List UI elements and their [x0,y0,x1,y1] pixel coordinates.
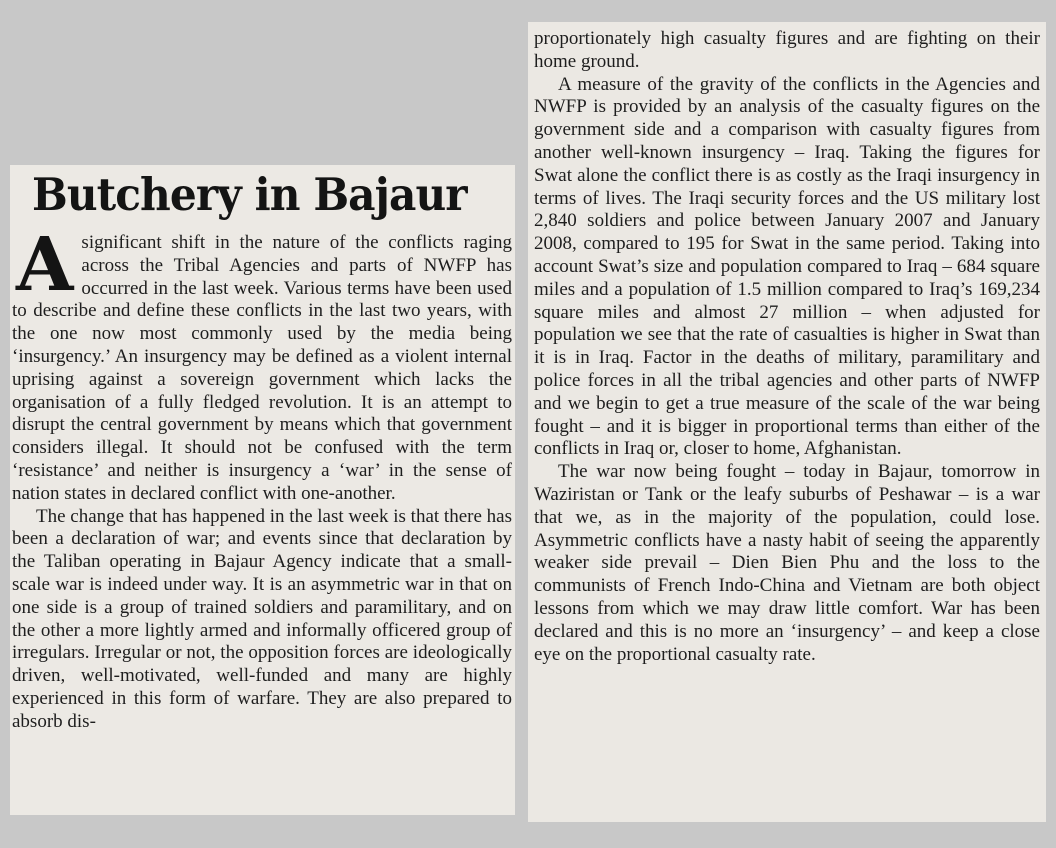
paragraph-2-continued [534,28,1040,74]
article-headline: Butchery in Bajaur [32,168,467,221]
paragraph-1 [12,222,512,506]
paragraph-1-text: significant shift in the nature of the conflicts raging across the Tribal Agencies and parts of NWFP has occurred in the last week. Various terms have been used to describe and define these conflicts in the last two years, with the one now most commonly used by the media being ‘insurgency.’ An insurgency may be defined as a violent internal uprising against a sovereign government which lacks the organisation of a fully fledged revolution. It is an attempt to disrupt the central government by means which that government considers illegal. It should not be confused with the term ‘resistance’ and neither is insurgency a ‘war’ in the sense of nation states in declared conflict with one-another. [12,232,512,504]
right-column [534,28,1040,666]
paragraph-4-text: The war now being fought – today in Bajaur, tomorrow in Waziristan or Tank or the leafy suburbs of Peshawar – is a war that we, as in the majority of the population, could lose. Asymmetric conflicts have a nasty habit of seeing the apparently weaker side prevail – Dien Bien Phu and the loss to the communists of French Indo-China and Vietnam are both object lessons from which we may draw little comfort. War has been declared and this is no more an ‘insurgency’ – and keep a close eye on the proportional casualty rate. [534,461,1040,665]
left-column [12,222,512,734]
drop-cap: A [16,222,74,308]
right-clipping [528,22,1046,822]
paragraph-2 [12,506,512,734]
paragraph-2-text: The change that has happened in the last week is that there has been a declaration of war; and events since that declaration by the Taliban operating in Bajaur Agency indicate that a small-scale war is indeed under way. It is an asymmetric war in that on one side is a group of trained soldiers and paramilitary, and on the other a more lightly armed and informally officered group of irregulars. Irregular or not, the opposition forces are ideologically driven, well-motivated, well-funded and many are highly experienced in this form of warfare. They are also prepared to absorb dis- [12,505,512,732]
paragraph-4 [534,461,1040,666]
left-clipping [10,165,515,815]
continuation-text: proportionately high casualty figures and are fighting on their home ground. [534,28,1040,72]
paragraph-3-text: A measure of the gravity of the conflicts in the Agencies and NWFP is provided by an analysis of the casualty figures on the government side and a comparison with casualty figures from another well-known insurgency – Iraq. Taking the figures for Swat alone the conflict there is as costly as the Iraqi insurgency in terms of lives. The Iraqi security forces and the US military lost 2,840 soldiers and police between January 2007 and January 2008, compared to 195 for Swat in the same period. Taking into account Swat’s size and population compared to Iraq – 684 square miles and a population of 1.5 million compared to Iraq’s 169,234 square miles and almost 27 million – when adjusted for population we see that the rate of casualties is higher in Swat than it is in Iraq. Factor in the deaths of military, paramilitary and police forces in all the tribal agencies and other parts of NWFP and we begin to get a true measure of the scale of the war being fought – and it is bigger in proportional terms than either of the conflicts in Iraq or, closer to home, Afghanistan. [534,73,1040,460]
paragraph-3 [534,74,1040,462]
